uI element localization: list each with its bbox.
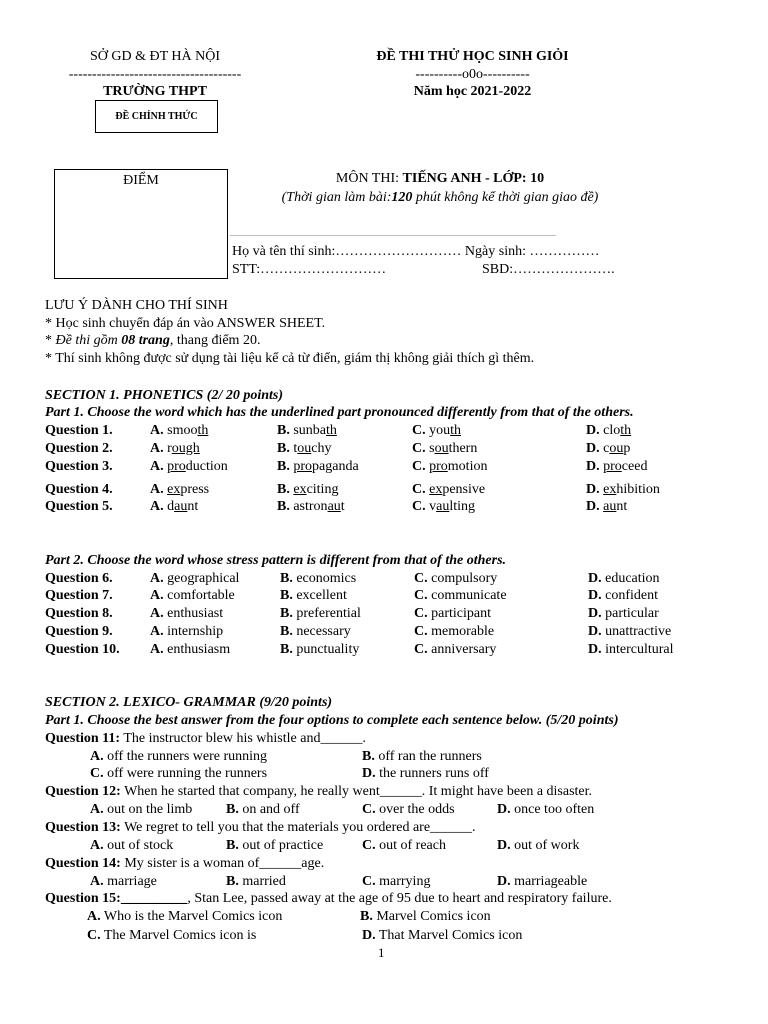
option-letter: A. — [150, 499, 164, 514]
question-11 — [45, 730, 366, 747]
option-letter: A. — [150, 624, 164, 639]
q9-option-a[interactable] — [150, 623, 223, 640]
q1-option-c[interactable] — [412, 422, 461, 439]
option-text: enthusiast — [163, 606, 224, 621]
option-text: married — [238, 874, 286, 889]
option-text: Who is the Marvel Comics icon — [100, 909, 283, 924]
q11-option-a[interactable]: A. off the runners were running — [90, 749, 268, 764]
q12-option-c[interactable]: C. over the odds — [362, 802, 455, 817]
option-underlined: pro — [603, 459, 622, 474]
option-pre: sunba — [289, 423, 327, 438]
option-text: preferential — [292, 606, 361, 621]
stt-field: STT:……………………… — [232, 262, 387, 277]
q2-option-b[interactable] — [277, 440, 331, 457]
option-underlined: au — [436, 499, 450, 514]
section2-part1-title: Part 1. Choose the best answer from the four options to complete each sentence below. (5/20 points) — [45, 713, 619, 728]
option-text: economics — [292, 571, 357, 586]
option-post: pensive — [442, 482, 486, 497]
q8-option-a[interactable] — [150, 605, 223, 622]
option-post: motion — [447, 459, 488, 474]
q10-option-b[interactable] — [280, 641, 359, 658]
question-stem: My sister is a woman of______age. — [120, 856, 325, 871]
option-underlined: pro — [293, 459, 313, 474]
q8-option-d[interactable] — [588, 605, 659, 622]
option-pre: d — [163, 499, 175, 514]
option-underlined: th — [326, 423, 337, 438]
option-underlined: ex — [429, 482, 443, 497]
option-text: out of stock — [103, 838, 174, 853]
option-post: citing — [306, 482, 339, 497]
option-text: marrying — [375, 874, 431, 889]
option-underlined: au — [603, 499, 617, 514]
option-post: nt — [616, 499, 628, 514]
question-label: Question 13: — [45, 820, 121, 835]
q12-option-b[interactable]: B. on and off — [226, 802, 300, 817]
dotted-divider: ................................................................................................................................................................... — [230, 230, 556, 238]
question-stem: We regret to tell you that the materials you ordered are______. — [120, 820, 476, 835]
option-letter: B. — [280, 606, 293, 621]
option-text: confident — [601, 588, 658, 603]
question-label: Question 14: — [45, 856, 121, 871]
option-letter: A. — [150, 423, 164, 438]
option-letter: D. — [588, 588, 602, 603]
q13-option-a[interactable]: A. out of stock — [90, 838, 174, 853]
option-letter: B. — [280, 624, 293, 639]
option-post: hibition — [616, 482, 660, 497]
q3-option-b[interactable] — [277, 458, 359, 475]
question-label: Question 5. — [45, 499, 113, 514]
option-text: off were running the runners — [103, 766, 268, 781]
time-value: 120 — [391, 190, 413, 205]
q4-option-c[interactable] — [412, 481, 485, 498]
section1-part1-title: Part 1. Choose the word which has the underlined part pronounced differently from that of the others. — [45, 405, 634, 420]
option-letter: C. — [414, 588, 428, 603]
option-letter: B. — [277, 459, 290, 474]
option-post: lting — [449, 499, 476, 514]
option-underlined: au — [327, 499, 341, 514]
question-stem: , Stan Lee, passed away at the age of 95 due to heart and respiratory failure. — [187, 891, 612, 906]
option-text: marriageable — [510, 874, 588, 889]
option-letter: B. — [280, 642, 293, 657]
option-text: education — [601, 571, 660, 586]
question-stem: When he started that company, he really went______. It might have been a disaster. — [120, 784, 593, 799]
question-13 — [45, 819, 476, 836]
option-letter: D. — [586, 423, 600, 438]
option-pre: r — [163, 441, 172, 456]
option-text: That Marvel Comics icon — [375, 928, 523, 943]
question-label: Question 1. — [45, 423, 113, 438]
option-text: memorable — [427, 624, 495, 639]
q4-option-d[interactable] — [586, 481, 660, 498]
section1-title: SECTION 1. PHONETICS (2/ 20 points) — [45, 388, 284, 403]
option-pre: s — [425, 441, 435, 456]
q5-option-d[interactable] — [586, 498, 627, 515]
option-underlined: ou — [297, 441, 312, 456]
option-text: off ran the runners — [374, 749, 482, 764]
q14-option-b[interactable]: B. married — [226, 874, 286, 889]
option-underlined: ex — [293, 482, 307, 497]
sbd-field: SBD:…………………. — [482, 262, 615, 277]
option-letter: A. — [150, 441, 164, 456]
question-label: Question 11: — [45, 731, 121, 746]
question-blank: _________ — [120, 891, 188, 906]
option-text: anniversary — [427, 642, 497, 657]
option-text: geographical — [163, 571, 240, 586]
note-bullet: * — [45, 333, 56, 348]
time-line — [230, 189, 650, 206]
option-text: comfortable — [163, 588, 235, 603]
option-letter: D. — [586, 459, 600, 474]
option-text: out of practice — [238, 838, 324, 853]
option-text: compulsory — [427, 571, 498, 586]
q2-option-d[interactable] — [586, 440, 630, 457]
option-letter: B. — [277, 499, 290, 514]
q6-option-b[interactable] — [280, 570, 356, 587]
q8-option-c[interactable] — [414, 605, 491, 622]
question-12 — [45, 783, 592, 800]
q5-option-a[interactable] — [150, 498, 198, 515]
option-underlined: th — [450, 423, 462, 438]
option-post: thern — [448, 441, 478, 456]
section2-title: SECTION 2. LEXICO- GRAMMAR (9/20 points) — [45, 695, 333, 710]
option-underlined: pro — [429, 459, 448, 474]
option-pre: c — [599, 441, 610, 456]
option-letter: C. — [412, 459, 426, 474]
exam-title: ĐỀ THI THỬ HỌC SINH GIỎI — [376, 49, 569, 64]
q11-option-b[interactable]: B. off ran the runners — [362, 749, 482, 764]
q9-option-b[interactable] — [280, 623, 351, 640]
option-letter: B. — [277, 482, 290, 497]
note-line-2 — [45, 332, 260, 349]
option-text: punctuality — [292, 642, 360, 657]
q1-option-b[interactable] — [277, 422, 337, 439]
q10-option-a[interactable] — [150, 641, 230, 658]
question-label: Question 15: — [45, 891, 121, 906]
school-year: Năm học 2021-2022 — [413, 84, 532, 99]
option-letter: A. — [150, 588, 164, 603]
option-text: Marvel Comics icon — [372, 909, 491, 924]
q3-option-d[interactable] — [586, 458, 647, 475]
option-letter: B. — [280, 588, 293, 603]
option-letter: A. — [150, 482, 164, 497]
option-post: paganda — [312, 459, 359, 474]
q1-option-a[interactable] — [150, 422, 208, 439]
q13-option-b[interactable]: B. out of practice — [226, 838, 324, 853]
q7-option-c[interactable] — [414, 587, 507, 604]
option-post: duction — [185, 459, 228, 474]
q6-option-c[interactable] — [414, 570, 497, 587]
option-text: enthusiasm — [163, 642, 231, 657]
option-text: the runners runs off — [375, 766, 489, 781]
note-pages-count: 08 trang — [121, 333, 170, 348]
option-letter: C. — [412, 423, 426, 438]
option-pre: astron — [289, 499, 328, 514]
option-text: out of reach — [375, 838, 446, 853]
option-letter: A. — [150, 571, 164, 586]
subject-prefix: MÔN THI: — [335, 171, 403, 186]
q13-option-c[interactable]: C. out of reach — [362, 838, 446, 853]
q12-option-d[interactable]: D. once too often — [497, 802, 595, 817]
option-text: off the runners were running — [103, 749, 268, 764]
notes-title: LƯU Ý DÀNH CHO THÍ SINH — [45, 298, 228, 313]
option-underlined: th — [197, 423, 209, 438]
question-label: Question 6. — [45, 571, 113, 586]
q5-option-b[interactable] — [277, 498, 345, 515]
title-divider: ----------o0o---------- — [415, 67, 530, 82]
q9-option-d[interactable] — [588, 623, 671, 640]
question-15 — [45, 890, 612, 907]
option-text: internship — [163, 624, 224, 639]
option-letter: C. — [414, 571, 428, 586]
option-letter: D. — [588, 606, 602, 621]
q10-option-d[interactable] — [588, 641, 674, 658]
q7-option-d[interactable] — [588, 587, 658, 604]
school-name: TRƯỜNG THPT — [103, 84, 207, 99]
option-post: t — [340, 499, 345, 514]
option-underlined: ex — [167, 482, 181, 497]
option-letter: D. — [588, 571, 602, 586]
option-letter: C. — [414, 642, 428, 657]
q4-option-a[interactable] — [150, 481, 209, 498]
q3-option-a[interactable] — [150, 458, 228, 475]
option-text: participant — [427, 606, 491, 621]
option-letter: D. — [588, 642, 602, 657]
option-letter: C. — [412, 499, 426, 514]
question-label: Question 8. — [45, 606, 113, 621]
option-letter: D. — [588, 624, 602, 639]
option-post: chy — [311, 441, 332, 456]
q15-option-c[interactable]: C. The Marvel Comics icon is — [87, 928, 257, 943]
subject-line — [230, 170, 650, 187]
option-text: communicate — [427, 588, 507, 603]
option-letter: C. — [412, 482, 426, 497]
option-pre: smoo — [163, 423, 198, 438]
q14-option-d[interactable]: D. marriageable — [497, 874, 588, 889]
q6-option-d[interactable] — [588, 570, 660, 587]
note-line-3: * Thí sinh không được sử dụng tài liệu kể cả từ điển, giám thị không giải thích gì thêm. — [45, 351, 535, 366]
option-letter: B. — [280, 571, 293, 586]
option-letter: A. — [150, 606, 164, 621]
question-label: Question 10. — [45, 642, 120, 657]
option-underlined: ough — [171, 441, 200, 456]
q6-option-a[interactable] — [150, 570, 239, 587]
option-post: nt — [187, 499, 199, 514]
q4-option-b[interactable] — [277, 481, 338, 498]
option-letter: B. — [277, 441, 290, 456]
question-label: Question 12: — [45, 784, 121, 799]
header-divider: ------------------------------------- — [68, 67, 242, 82]
option-underlined: pro — [167, 459, 186, 474]
option-post: ceed — [621, 459, 648, 474]
q14-option-c[interactable]: C. marrying — [362, 874, 431, 889]
option-letter: C. — [414, 606, 428, 621]
q3-option-c[interactable] — [412, 458, 487, 475]
option-letter: B. — [277, 423, 290, 438]
option-text: once too often — [510, 802, 595, 817]
question-label: Question 2. — [45, 441, 113, 456]
option-underlined: th — [620, 423, 632, 438]
option-text: over the odds — [375, 802, 455, 817]
option-pre: you — [425, 423, 451, 438]
option-pre: clo — [599, 423, 621, 438]
q11-option-d[interactable]: D. the runners runs off — [362, 766, 489, 781]
q12-option-a[interactable]: A. out on the limb — [90, 802, 193, 817]
option-post: p — [623, 441, 631, 456]
note-line-1: * Học sinh chuyển đáp án vào ANSWER SHEET. — [45, 316, 326, 331]
time-suffix: phút không kể thời gian giao đề) — [412, 190, 599, 205]
q10-option-c[interactable] — [414, 641, 496, 658]
option-letter: C. — [412, 441, 426, 456]
q11-option-c[interactable]: C. off were running the runners — [90, 766, 268, 781]
option-text: out on the limb — [103, 802, 193, 817]
option-pre: v — [425, 499, 437, 514]
option-underlined: ou — [434, 441, 449, 456]
option-letter: A. — [150, 459, 164, 474]
q2-option-c[interactable] — [412, 440, 477, 457]
candidate-name-field: Họ và tên thí sinh:……………………… Ngày sinh: …………… — [232, 244, 600, 259]
q5-option-c[interactable] — [412, 498, 475, 515]
option-underlined: au — [174, 499, 188, 514]
note-scale: , thang điểm 20. — [169, 333, 261, 348]
time-prefix: (Thời gian làm bài: — [281, 190, 392, 205]
q2-option-a[interactable] — [150, 440, 200, 457]
question-label: Question 4. — [45, 482, 113, 497]
q9-option-c[interactable] — [414, 623, 494, 640]
q8-option-b[interactable] — [280, 605, 361, 622]
option-text: The Marvel Comics icon is — [100, 928, 257, 943]
subject-value: TIẾNG ANH - LỚP: 10 — [402, 171, 545, 186]
q14-option-a[interactable]: A. marriage — [90, 874, 157, 889]
option-text: necessary — [292, 624, 351, 639]
option-letter: C. — [414, 624, 428, 639]
option-letter: D. — [586, 499, 600, 514]
question-label: Question 3. — [45, 459, 113, 474]
option-text: out of work — [510, 838, 580, 853]
score-label: ĐIỂM — [123, 173, 159, 188]
question-14 — [45, 855, 324, 872]
department-name: SỞ GD & ĐT HÀ NỘI — [89, 49, 221, 64]
option-text: excellent — [292, 588, 347, 603]
q13-option-d[interactable]: D. out of work — [497, 838, 580, 853]
option-text: intercultural — [601, 642, 674, 657]
option-underlined: ex — [603, 482, 617, 497]
official-stamp-box — [95, 100, 218, 133]
q7-option-b[interactable] — [280, 587, 347, 604]
official-label: ĐỀ CHÍNH THỨC — [115, 111, 198, 122]
note-pages-text: Đề thi gồm — [55, 333, 122, 348]
page-number: 1 — [378, 945, 385, 960]
option-pre: t — [289, 441, 298, 456]
option-underlined: ou — [609, 441, 624, 456]
option-letter: A. — [150, 642, 164, 657]
option-text: on and off — [238, 802, 300, 817]
q7-option-a[interactable] — [150, 587, 235, 604]
question-label: Question 9. — [45, 624, 113, 639]
q15-option-b[interactable]: B. Marvel Comics icon — [360, 909, 491, 924]
option-text: unattractive — [601, 624, 672, 639]
q15-option-a[interactable]: A. Who is the Marvel Comics icon — [87, 909, 283, 924]
question-stem: The instructor blew his whistle and______. — [120, 731, 366, 746]
q1-option-d[interactable] — [586, 422, 631, 439]
option-text: marriage — [103, 874, 157, 889]
option-letter: D. — [586, 482, 600, 497]
score-box — [54, 169, 228, 279]
question-label: Question 7. — [45, 588, 113, 603]
option-letter: D. — [586, 441, 600, 456]
option-post: press — [180, 482, 210, 497]
section1-part2-title: Part 2. Choose the word whose stress pattern is different from that of the others. — [45, 553, 507, 568]
q15-option-d[interactable]: D. That Marvel Comics icon — [362, 928, 523, 943]
option-text: particular — [601, 606, 659, 621]
